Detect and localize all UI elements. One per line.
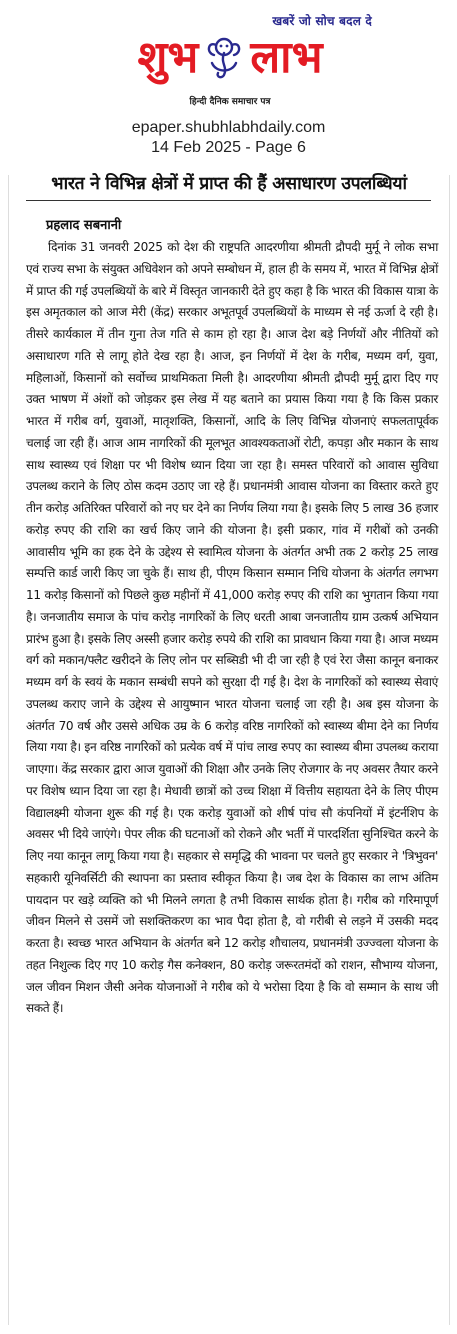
masthead <box>80 8 380 112</box>
source-url: epaper.shubhlabhdaily.com <box>131 119 326 136</box>
column-divider-right <box>449 175 450 1325</box>
source-date-page: 14 Feb 2025 - Page 6 <box>151 139 306 156</box>
article-byline: प्रहलाद सबनानी <box>46 218 122 233</box>
article-body-paragraph: दिनांक 31 जनवरी 2025 को देश की राष्ट्रपति आदरणीया श्रीमती द्रौपदी मुर्मू ने लोक सभा एवं राज्य सभा के संयुक्त अधिवेशन को अपने सम्बोधन में, हाल ही के समय में, भारत में विभिन्न क्षेत्रों में प्राप्त की गई उपलब्धियों के बारे में विस्तृत जानकारी देते हुए कहा है कि भारत की विकास यात्रा के इस अमृतकाल को आज मेरी (केंद्र) सरकार अभूतपूर्व उपलब्धियों के माध्यम से नई ऊर्जा दे रही है। तीसरे कार्यकाल में तीन गुना तेज गति से काम हो रहा है। आज देश बड़े निर्णयों और नीतियों को असाधारण गति से लागू होते देख रहा है। आज, इन निर्णयों में देश के गरीब, मध्यम वर्ग, युवा, महिलाओं, किसानों को सर्वोच्च प्राथमिकता मिली है। आदरणीया श्रीमती द्रौपदी मुर्मू द्वारा दिए गए उक्त भाषण में अंशों को जोड़कर इस लेख में यह बताने का प्रयास किया गया है कि किस प्रकार भारत में गरीब वर्ग, युवाओं, मातृशक्ति, किसानों, आदि के लिए विभिन्न योजनाएं सफलतापूर्वक चलाई जा रही हैं। आज आम नागरिकों की मूलभूत आवश्यकताओं रोटी, कपड़ा और मकान के साथ साथ स्वास्थ्य एवं शिक्षा पर भी विशेष ध्यान दिया जा रहा है। समस्त परिवारों को आवास सुविधा उपलब्ध कराने के लिए ठोस कदम उठाए जा रहे हैं। प्रधानमंत्री आवास योजना का विस्तार करते हुए तीन करोड़ अतिरिक्त परिवारों को नए घर देने का निर्णय लिया गया है। इसके लिए 5 लाख 36 हजार करोड़ रुपए की राशि का खर्च किए जाने की योजना है। इसी प्रकार, गांव में गरीबों को उनकी आवासीय भूमि का हक देने के उद्देश्य से स्वामित्व योजना के अंतर्गत अभी तक 2 करोड़ 25 लाख सम्पत्ति कार्ड जारी किए जा चुके हैं। साथ ही, पीएम किसान सम्मान निधि योजना के अंतर्गत लगभग 11 करोड़ किसानों को पिछले कुछ महीनों में 41,000 करोड़ रुपए की राशि का भुगतान किया गया है। जनजातीय समाज के पांच करोड़ नागरिकों के लिए धरती आबा जनजातीय ग्राम उत्कर्ष अभियान प्रारंभ हुआ है। इसके लिए अस्सी हजार करोड़ रुपये की राशि का प्रावधान किया गया है। आज मध्यम वर्ग को मकान/फ्लैट खरीदने के लिए लोन पर सब्सिडी भी दी जा रही है एवं रेरा जैसा कानून बनाकर मध्यम वर्ग के स्वयं के मकान सम्बंधी सपने को सुरक्षा दी गई है। देश के नागरिकों को स्वास्थ्य सेवाएं उपलब्ध कराए जाने के उद्देश्य से आयुष्मान भारत योजना चलाई जा रही है। अब इस योजना के अंतर्गत 70 वर्ष और उससे अधिक उम्र के 6 करोड़ वरिष्ठ नागरिकों को स्वास्थ्य बीमा देने का निर्णय लिया गया है। इन वरिष्ठ नागरिकों को प्रत्येक वर्ष में पांच लाख रुपए का स्वास्थ्य बीमा उपलब्ध कराया जाएगा। केंद्र सरकार द्वारा आज युवाओं की शिक्षा और उनके लिए रोजगार के नए अवसर तैयार करने पर विशेष ध्यान दिया जा रहा है। मेधावी छात्रों को उच्च शिक्षा में वित्तीय सहायता देने के लिए पीएम विद्यालक्ष्मी योजना शुरू की गई है। एक करोड़ युवाओं को शीर्ष पांच सौ कंपनियों में इंटर्नशिप के अवसर भी दिये जाएंगे। पेपर लीक की घटनाओं को रोकने और भर्ती में पारदर्शिता सुनिश्चित करने के लिए नया कानून लागू किया गया है। सहकार से समृद्धि की भावना पर चलते हुए सरकार ने 'त्रिभुवन' सहकारी यूनिवर्सिटी की स्थापना का प्रस्ताव स्वीकृत किया है। जब देश के विकास का लाभ अंतिम पायदान पर खड़े व्यक्ति को भी मिलने लगता है तभी विकास सार्थक होता है। गरीब को गरिमापूर्ण जीवन मिलने से उसमें जो सशक्तिकरण का भाव पैदा होता है, वो गरीबी से लड़ने में उसकी मदद करता है। स्वच्छ भारत अभियान के अंतर्गत बने 12 करोड़ शौचालय, प्रधानमंत्री उज्ज्वला योजना के तहत निशुल्क दिए गए 10 करोड़ गैस कनेक्शन, 80 करोड़ जरूरतमंदों को राशन, सौभाग्य योजना, जल जीवन मिशन जैसी अनेक योजनाओं ने गरीब को ये भरोसा दिया है कि वो सम्मान के साथ जी सकते हैं। <box>26 240 438 1016</box>
article-headline: भारत ने विभिन्न क्षेत्रों में प्राप्त की हैं असाधारण उपलब्धियां <box>51 174 407 194</box>
column-divider-left <box>8 175 9 1325</box>
brand-word-left: शुभ <box>137 32 199 83</box>
masthead-tagline: खबरें जो सोच बदल दे <box>272 14 372 28</box>
brand-word-right: लाभ <box>250 32 323 83</box>
ganesha-logo-icon <box>202 33 246 83</box>
masthead-subtitle: हिन्दी दैनिक समाचार पत्र <box>189 97 271 107</box>
brand-logo <box>88 28 372 88</box>
article-body <box>26 237 438 1020</box>
headline-divider <box>26 200 431 201</box>
